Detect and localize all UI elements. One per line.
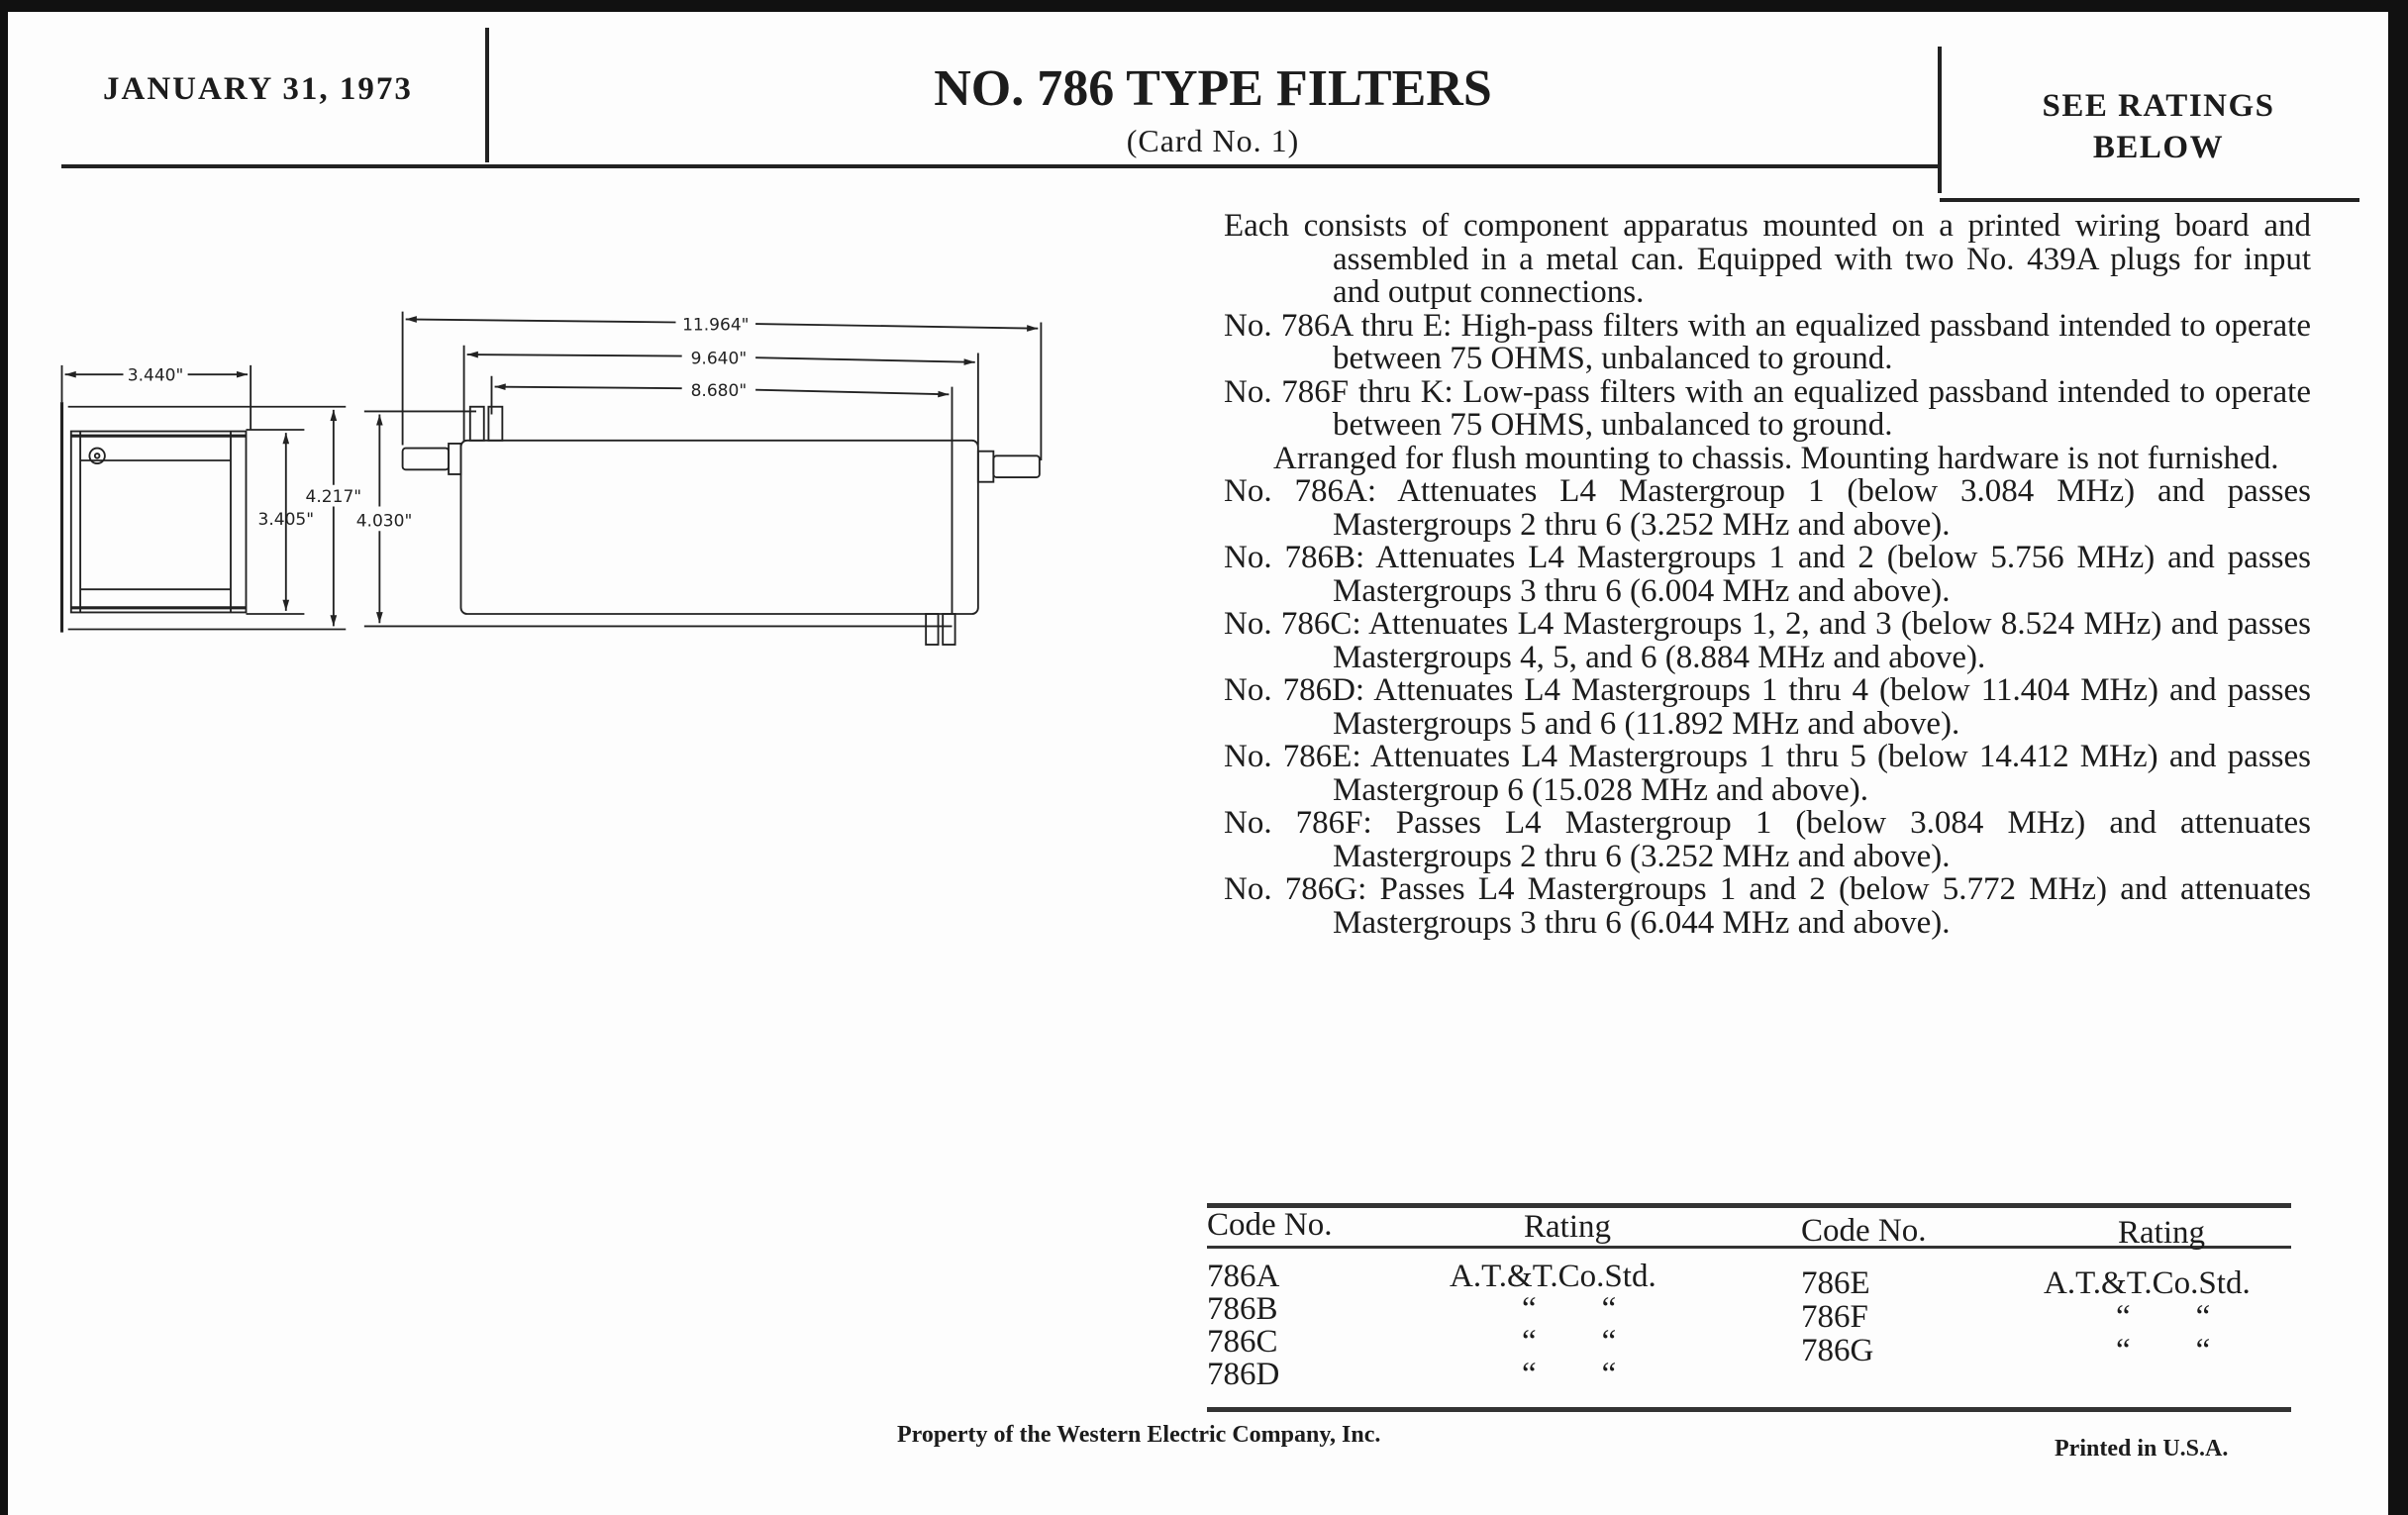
scan-border-right xyxy=(2388,0,2408,1515)
description-paragraph: No. 786B: Attenuates L4 Mastergroups 1 and 2 (below 5.756 MHz) and passes Mastergroups 3 thru 6 (6.004 MHz and above). xyxy=(1224,540,2311,609)
table-cell-rating: “ “ xyxy=(1522,1357,1617,1392)
filter-dimension-drawing xyxy=(0,0,1075,675)
property-notice: Property of the Western Electric Company, Inc. xyxy=(897,1422,1381,1448)
description-paragraph: No. 786F thru K: Low-pass filters with an equalized passband intended to operate between 75 OHMS, unbalanced to ground. xyxy=(1224,373,2311,443)
table-cell-code: 786B xyxy=(1207,1291,1278,1327)
card-number: (Card No. 1) xyxy=(1126,123,1300,158)
table-cell-code: 786F xyxy=(1801,1299,1868,1335)
table-header: Code No. xyxy=(1207,1207,1333,1243)
dim-body-length: 9.640" xyxy=(690,349,748,369)
table-header: Rating xyxy=(2118,1215,2205,1251)
page-title: NO. 786 TYPE FILTERS xyxy=(934,60,1492,117)
table-cell-rating: A.T.&T.Co.Std. xyxy=(2044,1265,2251,1301)
table-header: Rating xyxy=(1524,1209,1611,1245)
table-cell-rating: “ “ xyxy=(1522,1324,1617,1360)
dim-mount-length: 8.680" xyxy=(690,380,748,401)
ratings-table xyxy=(1207,1203,2291,1413)
dim-side-height: 4.030" xyxy=(355,511,413,532)
table-cell-code: 786G xyxy=(1801,1333,1874,1368)
header-rule xyxy=(1940,198,2359,202)
dim-overall-length: 11.964" xyxy=(682,315,750,336)
dim-front-width: 3.440" xyxy=(127,365,184,386)
card-date: JANUARY 31, 1973 xyxy=(103,71,413,107)
printed-notice: Printed in U.S.A. xyxy=(2055,1436,2229,1462)
table-cell-code: 786C xyxy=(1207,1324,1278,1360)
table-cell-rating: A.T.&T.Co.Std. xyxy=(1450,1259,1656,1294)
ratings-note-line: BELOW xyxy=(2092,130,2225,165)
table-cell-rating: “ “ xyxy=(1522,1291,1617,1327)
table-cell-code: 786D xyxy=(1207,1357,1280,1392)
ratings-note-line: SEE RATINGS xyxy=(2042,88,2275,124)
ratings-note xyxy=(1970,85,2347,168)
table-cell-code: 786E xyxy=(1801,1265,1870,1301)
dim-inner-height: 3.405" xyxy=(257,510,315,531)
description xyxy=(1224,210,2311,940)
dim-total-height: 4.217" xyxy=(305,486,362,507)
table-cell-rating: “ “ xyxy=(2116,1333,2211,1368)
table-cell-code: 786A xyxy=(1207,1259,1280,1294)
description-paragraph: No. 786A thru E: High-pass filters with an equalized passband intended to operate between 75 OHMS, unbalanced to ground. xyxy=(1224,307,2311,376)
description-paragraph: No. 786A: Attenuates L4 Mastergroup 1 (below 3.084 MHz) and passes Mastergroups 2 thru 6 (3.252 MHz and above). xyxy=(1224,473,2311,543)
table-rule xyxy=(1207,1203,2291,1208)
description-paragraph: No. 786D: Attenuates L4 Mastergroups 1 thru 4 (below 11.404 MHz) and passes Mastergroups 5 and 6 (11.892 MHz and above). xyxy=(1224,672,2311,742)
header-divider xyxy=(1938,47,1942,193)
description-paragraph: No. 786F: Passes L4 Mastergroup 1 (below 3.084 MHz) and attenuates Mastergroups 2 thru 6 (3.252 MHz and above). xyxy=(1224,805,2311,874)
description-paragraph: No. 786G: Passes L4 Mastergroups 1 and 2 (below 5.772 MHz) and attenuates Mastergroups 3 thru 6 (6.044 MHz and above). xyxy=(1224,871,2311,941)
table-cell-rating: “ “ xyxy=(2116,1299,2211,1335)
table-header: Code No. xyxy=(1801,1213,1927,1249)
description-paragraph: No. 786C: Attenuates L4 Mastergroups 1, 2, and 3 (below 8.524 MHz) and passes Mastergroups 4, 5, and 6 (8.884 MHz and above). xyxy=(1224,606,2311,675)
description-paragraph: No. 786E: Attenuates L4 Mastergroups 1 thru 5 (below 14.412 MHz) and passes Mastergroup 6 (15.028 MHz and above). xyxy=(1224,739,2311,808)
table-rule xyxy=(1207,1407,2291,1412)
description-paragraph: Each consists of component apparatus mounted on a printed wiring board and assembled in a metal can. Equipped with two No. 439A plugs for input and output connections. xyxy=(1224,208,2311,310)
description-paragraph: Arranged for flush mounting to chassis. Mounting hardware is not furnished. xyxy=(1273,440,2279,476)
